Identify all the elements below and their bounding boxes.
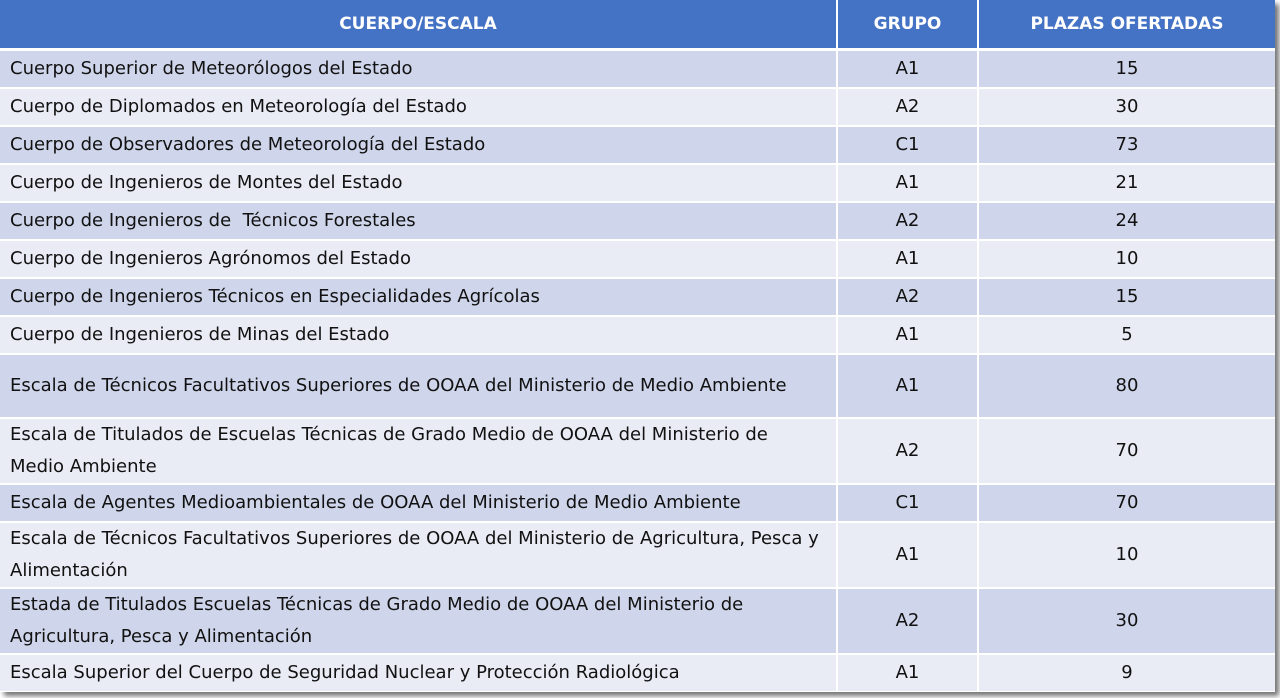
cell-plazas: 70 — [978, 484, 1275, 522]
cell-grupo: A1 — [837, 354, 978, 418]
table-row — [0, 50, 1275, 89]
table-row — [0, 522, 1275, 588]
cell-grupo: A1 — [837, 164, 978, 202]
cell-cuerpo: Escala de Técnicos Facultativos Superiores de OOAA del Ministerio de Medio Ambiente — [0, 354, 837, 418]
cell-plazas: 80 — [978, 354, 1275, 418]
table-row — [0, 484, 1275, 522]
cell-plazas: 30 — [978, 88, 1275, 126]
cell-cuerpo: Cuerpo de Ingenieros Técnicos en Especialidades Agrícolas — [0, 278, 837, 316]
cell-plazas: 73 — [978, 126, 1275, 164]
cell-grupo: A1 — [837, 654, 978, 692]
cell-grupo: A1 — [837, 316, 978, 354]
table-row — [0, 202, 1275, 240]
table-row — [0, 654, 1275, 692]
cell-cuerpo: Cuerpo de Diplomados en Meteorología del Estado — [0, 88, 837, 126]
table-row — [0, 126, 1275, 164]
cell-grupo: A2 — [837, 88, 978, 126]
table-row — [0, 418, 1275, 484]
table-row — [0, 316, 1275, 354]
table-row — [0, 240, 1275, 278]
table-row — [0, 354, 1275, 418]
table-row — [0, 278, 1275, 316]
cell-cuerpo: Estada de Titulados Escuelas Técnicas de Grado Medio de OOAA del Ministerio de Agricultura, Pesca y Alimentación — [0, 588, 837, 654]
cell-grupo: A1 — [837, 522, 978, 588]
cell-grupo: C1 — [837, 126, 978, 164]
cell-cuerpo: Escala de Agentes Medioambientales de OOAA del Ministerio de Medio Ambiente — [0, 484, 837, 522]
cell-grupo: A1 — [837, 240, 978, 278]
cell-cuerpo: Escala de Técnicos Facultativos Superiores de OOAA del Ministerio de Agricultura, Pesca y Alimentación — [0, 522, 837, 588]
cell-grupo: A1 — [837, 50, 978, 89]
cell-plazas: 70 — [978, 418, 1275, 484]
cell-grupo: A2 — [837, 418, 978, 484]
table-header-row — [0, 0, 1275, 50]
cell-grupo: C1 — [837, 484, 978, 522]
cell-plazas: 21 — [978, 164, 1275, 202]
header-plazas-ofertadas: PLAZAS OFERTADAS — [978, 0, 1275, 50]
cell-grupo: A2 — [837, 202, 978, 240]
header-cuerpo-escala: CUERPO/ESCALA — [0, 0, 837, 50]
cell-plazas: 15 — [978, 50, 1275, 89]
table-row — [0, 588, 1275, 654]
cell-cuerpo: Cuerpo de Ingenieros de Minas del Estado — [0, 316, 837, 354]
cell-cuerpo: Cuerpo de Ingenieros Agrónomos del Estado — [0, 240, 837, 278]
cell-grupo: A2 — [837, 278, 978, 316]
table-row — [0, 88, 1275, 126]
cell-cuerpo: Cuerpo de Observadores de Meteorología del Estado — [0, 126, 837, 164]
cell-cuerpo: Escala de Titulados de Escuelas Técnicas de Grado Medio de OOAA del Ministerio de Medio Ambiente — [0, 418, 837, 484]
cell-plazas: 9 — [978, 654, 1275, 692]
cell-plazas: 10 — [978, 522, 1275, 588]
header-grupo: GRUPO — [837, 0, 978, 50]
cell-plazas: 30 — [978, 588, 1275, 654]
cell-cuerpo: Escala Superior del Cuerpo de Seguridad Nuclear y Protección Radiológica — [0, 654, 837, 692]
cell-cuerpo: Cuerpo Superior de Meteorólogos del Estado — [0, 50, 837, 89]
cell-plazas: 10 — [978, 240, 1275, 278]
cell-grupo: A2 — [837, 588, 978, 654]
cell-cuerpo: Cuerpo de Ingenieros de Montes del Estado — [0, 164, 837, 202]
table-row — [0, 164, 1275, 202]
cell-plazas: 5 — [978, 316, 1275, 354]
cell-cuerpo: Cuerpo de Ingenieros de Técnicos Forestales — [0, 202, 837, 240]
cell-plazas: 24 — [978, 202, 1275, 240]
cell-plazas: 15 — [978, 278, 1275, 316]
